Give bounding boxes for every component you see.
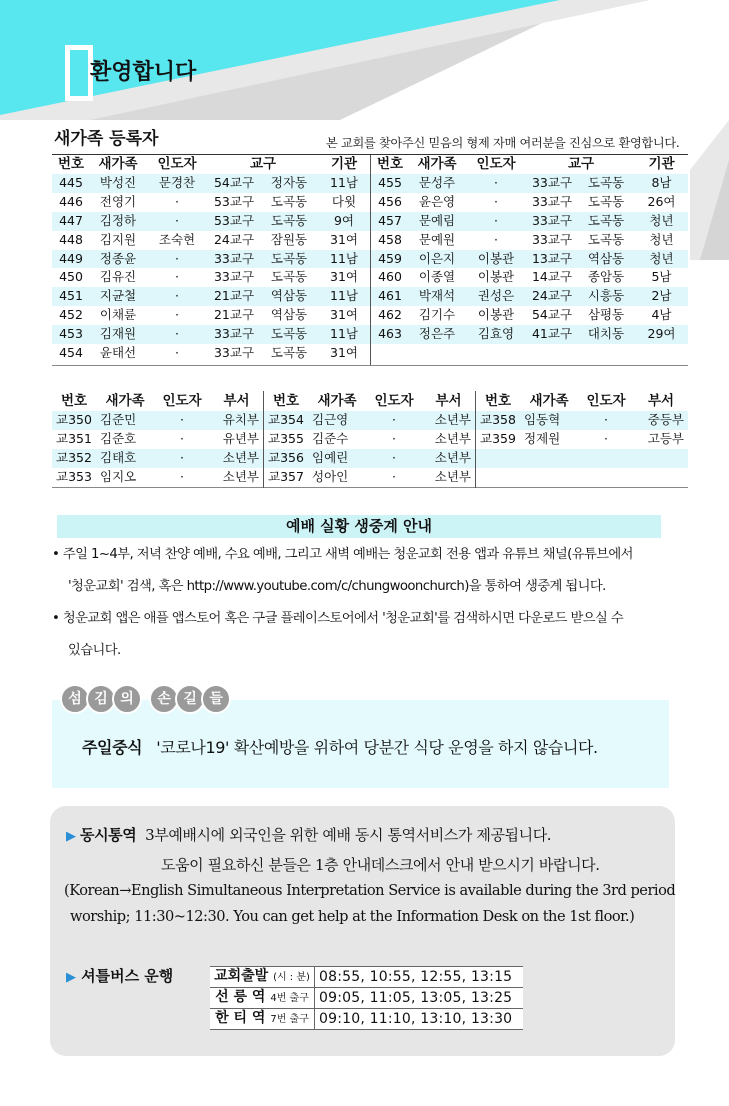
- header-new-family: 새가족: [317, 393, 357, 409]
- table-cell: 455: [371, 174, 409, 193]
- table-cell: ·: [175, 269, 179, 285]
- table-cell: [465, 344, 527, 363]
- table-cell: 453: [52, 325, 90, 344]
- table-cell: ·: [392, 468, 396, 484]
- table-cell: 청년: [649, 231, 674, 247]
- table-cell: 33교구: [213, 269, 255, 285]
- interpretation-line-1: 3부예배시에 외국인을 위한 예배 동시 통역서비스가 제공됩니다.: [145, 826, 552, 844]
- registration-table-right: [371, 155, 688, 363]
- notice-label: 주일중식: [82, 738, 143, 757]
- table-cell: 29여: [635, 325, 688, 344]
- header-guide: 인도자: [157, 156, 197, 172]
- divider: [52, 487, 688, 488]
- table-cell: 447: [52, 212, 90, 231]
- table-cell: 448: [59, 231, 83, 247]
- table-cell: 54교구: [208, 174, 260, 193]
- table-cell: ·: [146, 325, 208, 344]
- table-row: [52, 287, 370, 306]
- badge-char: 의: [112, 684, 142, 714]
- table-cell: 문성주: [409, 174, 465, 193]
- table-cell: 450: [59, 269, 83, 285]
- table-row: [52, 449, 263, 468]
- table-row: [52, 468, 263, 487]
- table-cell: 박성진: [90, 174, 146, 193]
- table-cell: 이봉관: [477, 307, 515, 323]
- table-row: [264, 449, 475, 468]
- table-cell: 윤은영: [418, 193, 456, 209]
- table-row: [52, 268, 370, 287]
- table-row: [52, 306, 370, 325]
- table-cell: 역삼동: [270, 307, 308, 323]
- table-row: [371, 193, 688, 212]
- table-cell: 이종열: [418, 269, 456, 285]
- table-cell: 소년부: [422, 449, 475, 468]
- table-cell: [577, 344, 635, 363]
- table-cell: 459: [371, 250, 409, 269]
- badge-char: 김: [86, 684, 116, 714]
- header-department: 부서: [223, 393, 250, 409]
- interpretation-english-1: (Korean→English Simultaneous Interpretation Service is available during the 3rd period: [64, 882, 676, 899]
- table-row: [371, 325, 688, 344]
- table-cell: 445: [52, 174, 90, 193]
- table-cell: 교353: [56, 468, 92, 484]
- table-cell: [409, 344, 465, 363]
- shuttle-stop-label: 선 릉 역: [215, 989, 266, 1005]
- table-cell: 460: [378, 269, 402, 285]
- table-cell: 잠원동: [270, 231, 308, 247]
- shuttle-stop: [210, 967, 315, 988]
- table-cell: 이은지: [409, 250, 465, 269]
- table-cell: 14교구: [531, 269, 573, 285]
- table-cell: 대치동: [577, 325, 635, 344]
- table-cell: 8남: [635, 174, 688, 193]
- shuttle-times: 08:55, 10:55, 12:55, 13:15: [315, 967, 524, 988]
- table-row: [52, 174, 370, 193]
- table-row: [52, 231, 370, 250]
- badge-char: 섬: [60, 684, 90, 714]
- table-row: [52, 344, 370, 363]
- table-cell: 성아인: [312, 468, 349, 484]
- table-cell: ·: [366, 411, 422, 430]
- table-cell: ·: [180, 430, 184, 446]
- table-cell: ·: [154, 411, 210, 430]
- header-number: 번호: [60, 393, 88, 409]
- table-cell: 김준수: [312, 430, 349, 446]
- header-guide: 인도자: [162, 393, 202, 409]
- table-cell: [371, 344, 409, 363]
- shuttle-stop: [210, 988, 315, 1009]
- table-row: [371, 306, 688, 325]
- table-cell: 446: [59, 193, 83, 209]
- table-cell: ·: [175, 193, 179, 209]
- table-cell: 정제원: [524, 430, 561, 446]
- table-cell: 53교구: [208, 212, 260, 231]
- table-cell: 고등부: [647, 430, 684, 446]
- table-cell: 교350: [52, 411, 96, 430]
- header-department: 부서: [647, 393, 675, 409]
- table-cell: ·: [366, 449, 422, 468]
- header-department: 부서: [435, 393, 462, 409]
- table-cell: 33교구: [213, 345, 255, 361]
- header-guide: 인도자: [586, 393, 626, 409]
- table-cell: ·: [175, 345, 179, 361]
- table-cell: ·: [604, 430, 608, 446]
- table-cell: 54교구: [531, 307, 573, 323]
- table-cell: 교355: [268, 430, 304, 446]
- table-cell: 소년부: [422, 411, 475, 430]
- table-cell: 김기수: [418, 307, 456, 323]
- table-cell: 유년부: [222, 430, 259, 446]
- table-cell: 역삼동: [260, 287, 318, 306]
- header-district: 교구: [567, 156, 595, 172]
- table-cell: 33교구: [208, 325, 260, 344]
- table-cell: 458: [378, 231, 402, 247]
- notice-text: [82, 735, 598, 758]
- table-cell: 449: [52, 250, 90, 269]
- registration-title: 새가족 등록자: [54, 129, 159, 149]
- table-cell: 도곡동: [260, 250, 318, 269]
- table-cell: 정은주: [409, 325, 465, 344]
- table-cell: 소년부: [210, 449, 263, 468]
- table-cell: 교359: [480, 430, 516, 446]
- table-cell: [634, 468, 688, 487]
- table-row: [371, 174, 688, 193]
- table-row: [52, 430, 263, 449]
- table-cell: 소년부: [222, 468, 259, 484]
- table-cell: 교357: [268, 468, 304, 484]
- table-cell: ·: [180, 468, 184, 484]
- table-cell: 도곡동: [260, 212, 318, 231]
- table-cell: 463: [371, 325, 409, 344]
- table-cell: 문예림: [409, 212, 465, 231]
- table-cell: 도곡동: [260, 325, 318, 344]
- table-cell: 박재석: [409, 287, 465, 306]
- broadcast-line-2: '청운교회' 검색, 혹은 http://www.youtube.com/c/chungwoonchurch)을 통하여 생중계 됩니다.: [68, 579, 606, 594]
- table-cell: 역삼동: [577, 250, 635, 269]
- table-cell: 41교구: [527, 325, 577, 344]
- table-cell: 31여: [330, 269, 358, 285]
- table-cell: 교354: [264, 411, 308, 430]
- shuttle-label: 셔틀버스 운행: [81, 967, 174, 985]
- youth-table-2: [264, 392, 475, 487]
- table-cell: 454: [59, 345, 83, 361]
- table-row: [52, 212, 370, 231]
- table-cell: 다윗: [331, 193, 357, 209]
- table-cell: 21교구: [213, 307, 255, 323]
- shuttle-row: [210, 1009, 523, 1030]
- table-row: [52, 325, 370, 344]
- header-number: 번호: [484, 393, 512, 409]
- header-guide: 인도자: [476, 156, 516, 172]
- shuttle-stop-label: 교회출발: [214, 968, 269, 984]
- table-cell: 중등부: [634, 411, 688, 430]
- table-row: [264, 468, 475, 487]
- table-cell: 청년: [635, 212, 688, 231]
- table-cell: ·: [465, 174, 527, 193]
- table-cell: 소년부: [434, 468, 471, 484]
- table-row: [476, 430, 688, 449]
- table-cell: 24교구: [213, 231, 255, 247]
- table-row: [264, 411, 475, 430]
- table-cell: 조숙현: [158, 231, 196, 247]
- table-cell: [578, 468, 634, 487]
- table-row: [371, 250, 688, 269]
- shuttle-stop-label: 한 티 역: [215, 1010, 266, 1026]
- shuttle-table: [210, 966, 523, 1030]
- table-cell: [635, 344, 688, 363]
- table-cell: 청년: [635, 250, 688, 269]
- table-cell: 도곡동: [270, 269, 308, 285]
- shuttle-stop-note: 4번 출구: [270, 993, 309, 1004]
- badge-char: 들: [201, 684, 231, 714]
- interpretation-line-2: 도움이 필요하신 분들은 1층 안내데스크에서 안내 받으시기 바랍니다.: [161, 856, 600, 874]
- table-cell: [634, 449, 688, 468]
- header-new-family: 새가족: [529, 393, 569, 409]
- table-cell: 이채륜: [99, 307, 137, 323]
- broadcast-line-1: • 주일 1~4부, 저녁 찬양 예배, 수요 예배, 그리고 새벽 예배는 청운교회 전용 앱과 유튜브 채널(유튜브에서: [52, 547, 633, 562]
- table-cell: 이봉관: [477, 269, 515, 285]
- table-cell: 교351: [56, 430, 92, 446]
- table-cell: 김유진: [99, 269, 137, 285]
- table-row: [52, 411, 263, 430]
- header-number: 번호: [57, 156, 85, 172]
- table-cell: 21교구: [208, 287, 260, 306]
- table-cell: ·: [146, 212, 208, 231]
- table-cell: 462: [378, 307, 402, 323]
- table-cell: 종암동: [587, 269, 625, 285]
- table-cell: 임지오: [100, 468, 137, 484]
- table-cell: 권성은: [465, 287, 527, 306]
- header-group: 기관: [330, 156, 358, 172]
- shuttle-heading: [66, 965, 173, 986]
- table-cell: 문예원: [418, 231, 456, 247]
- table-cell: [520, 449, 578, 468]
- table-cell: 11남: [318, 287, 370, 306]
- table-row: [476, 411, 688, 430]
- table-cell: ·: [578, 411, 634, 430]
- table-cell: 24교구: [527, 287, 577, 306]
- table-row: [52, 193, 370, 212]
- table-cell: ·: [146, 250, 208, 269]
- table-row: [476, 468, 688, 487]
- table-cell: 13교구: [527, 250, 577, 269]
- arrow-right-icon: ▶: [66, 829, 76, 844]
- welcome-frame-icon: [65, 45, 93, 101]
- table-cell: 도곡동: [587, 193, 625, 209]
- table-cell: 5남: [651, 269, 672, 285]
- table-cell: 전영기: [99, 193, 137, 209]
- table-cell: ·: [494, 193, 498, 209]
- registration-subtitle: 본 교회를 찾아주신 믿음의 형제 자매 여러분을 진심으로 환영합니다.: [326, 136, 680, 150]
- broadcast-line-4: 있습니다.: [68, 643, 121, 658]
- table-cell: 11남: [318, 174, 370, 193]
- table-cell: 임예린: [308, 449, 366, 468]
- table-cell: 33교구: [208, 250, 260, 269]
- table-cell: 시흥동: [577, 287, 635, 306]
- header-new-family: 새가족: [417, 156, 457, 172]
- header-new-family: 새가족: [98, 156, 138, 172]
- table-row: [371, 212, 688, 231]
- table-cell: 김태호: [96, 449, 154, 468]
- table-cell: 461: [371, 287, 409, 306]
- table-cell: [476, 468, 520, 487]
- shuttle-stop: [210, 1009, 315, 1030]
- table-cell: 도곡동: [587, 231, 625, 247]
- table-cell: 26여: [647, 193, 676, 209]
- table-cell: 정자동: [260, 174, 318, 193]
- interpretation-english-2: worship; 11:30~12:30. You can get help at the Information Desk on the 1st floor.): [70, 908, 635, 925]
- shuttle-times: 09:05, 11:05, 13:05, 13:25: [315, 988, 524, 1009]
- table-cell: 정종윤: [90, 250, 146, 269]
- table-cell: 김준호: [100, 430, 137, 446]
- shuttle-times: 09:10, 11:10, 13:10, 13:30: [315, 1009, 524, 1030]
- table-cell: 김준민: [96, 411, 154, 430]
- table-cell: 33교구: [527, 174, 577, 193]
- shuttle-row: [210, 988, 523, 1009]
- table-cell: 4남: [651, 307, 672, 323]
- arrow-right-icon: ▶: [66, 970, 76, 985]
- header-guide: 인도자: [374, 393, 414, 409]
- badge-char: 길: [175, 684, 205, 714]
- table-row: [371, 344, 688, 363]
- table-cell: 김재원: [90, 325, 146, 344]
- table-cell: 456: [378, 193, 402, 209]
- table-row: [264, 430, 475, 449]
- table-cell: 김근영: [308, 411, 366, 430]
- registration-table-left: [52, 155, 370, 363]
- table-row: [476, 449, 688, 468]
- page-title: 환영합니다: [90, 60, 197, 85]
- youth-table-3: [476, 392, 688, 487]
- table-cell: [527, 344, 577, 363]
- table-cell: 김효영: [465, 325, 527, 344]
- table-cell: 도곡동: [577, 174, 635, 193]
- table-cell: 이봉관: [465, 250, 527, 269]
- table-cell: 소년부: [434, 430, 471, 446]
- table-cell: [476, 449, 520, 468]
- table-cell: 31여: [330, 307, 358, 323]
- table-cell: 윤태선: [99, 345, 137, 361]
- table-cell: ·: [154, 449, 210, 468]
- notice-message: '코로나19' 확산예방을 위하여 당분간 식당 운영을 하지 않습니다.: [156, 738, 598, 757]
- table-cell: ·: [146, 287, 208, 306]
- table-cell: 33교구: [531, 231, 573, 247]
- header-district: 교구: [249, 156, 277, 172]
- table-cell: 31여: [330, 345, 358, 361]
- table-cell: 지균철: [90, 287, 146, 306]
- table-cell: 11남: [318, 325, 370, 344]
- table-cell: 도곡동: [270, 193, 308, 209]
- shuttle-stop-note: 7번 출구: [270, 1014, 309, 1025]
- table-row: [52, 250, 370, 269]
- table-cell: 457: [371, 212, 409, 231]
- header-new-family: 새가족: [105, 393, 145, 409]
- table-cell: 33교구: [527, 212, 577, 231]
- table-cell: 2남: [635, 287, 688, 306]
- table-cell: 교358: [476, 411, 520, 430]
- table-cell: 유치부: [210, 411, 263, 430]
- table-cell: ·: [175, 307, 179, 323]
- shuttle-stop-note: (시 : 분): [273, 972, 310, 983]
- table-cell: 11남: [318, 250, 370, 269]
- shuttle-row: [210, 967, 523, 988]
- table-cell: 도곡동: [270, 345, 308, 361]
- serving-hands-badge: [60, 684, 227, 714]
- table-cell: 문경찬: [146, 174, 208, 193]
- table-cell: [578, 449, 634, 468]
- header-number: 번호: [272, 393, 300, 409]
- table-row: [371, 287, 688, 306]
- table-row: [371, 231, 688, 250]
- table-cell: ·: [392, 430, 396, 446]
- table-cell: 임동혁: [520, 411, 578, 430]
- table-row: [371, 268, 688, 287]
- header-group: 기관: [648, 156, 675, 172]
- table-cell: ·: [465, 212, 527, 231]
- table-cell: 452: [59, 307, 83, 323]
- table-cell: [520, 468, 578, 487]
- table-cell: 교352: [52, 449, 96, 468]
- table-cell: 김정하: [90, 212, 146, 231]
- table-cell: ·: [494, 231, 498, 247]
- youth-table-1: [52, 392, 263, 487]
- interpretation-row: [66, 824, 551, 845]
- broadcast-line-3: • 청운교회 앱은 애플 앱스토어 혹은 구글 플레이스토어에서 '청운교회'를 검색하시면 다운로드 받으실 수: [52, 611, 624, 626]
- interpretation-label: 동시통역: [79, 826, 137, 844]
- table-cell: 9여: [318, 212, 370, 231]
- badge-char: 손: [149, 684, 179, 714]
- table-cell: 교356: [264, 449, 308, 468]
- table-cell: 삼평동: [587, 307, 625, 323]
- table-cell: 31여: [330, 231, 358, 247]
- table-cell: 451: [52, 287, 90, 306]
- table-cell: 33교구: [531, 193, 573, 209]
- table-cell: 53교구: [213, 193, 255, 209]
- table-cell: 김지원: [99, 231, 137, 247]
- table-cell: 도곡동: [577, 212, 635, 231]
- header-number: 번호: [376, 156, 404, 172]
- broadcast-banner: 예배 실황 생중계 안내: [57, 515, 661, 538]
- divider: [52, 365, 688, 366]
